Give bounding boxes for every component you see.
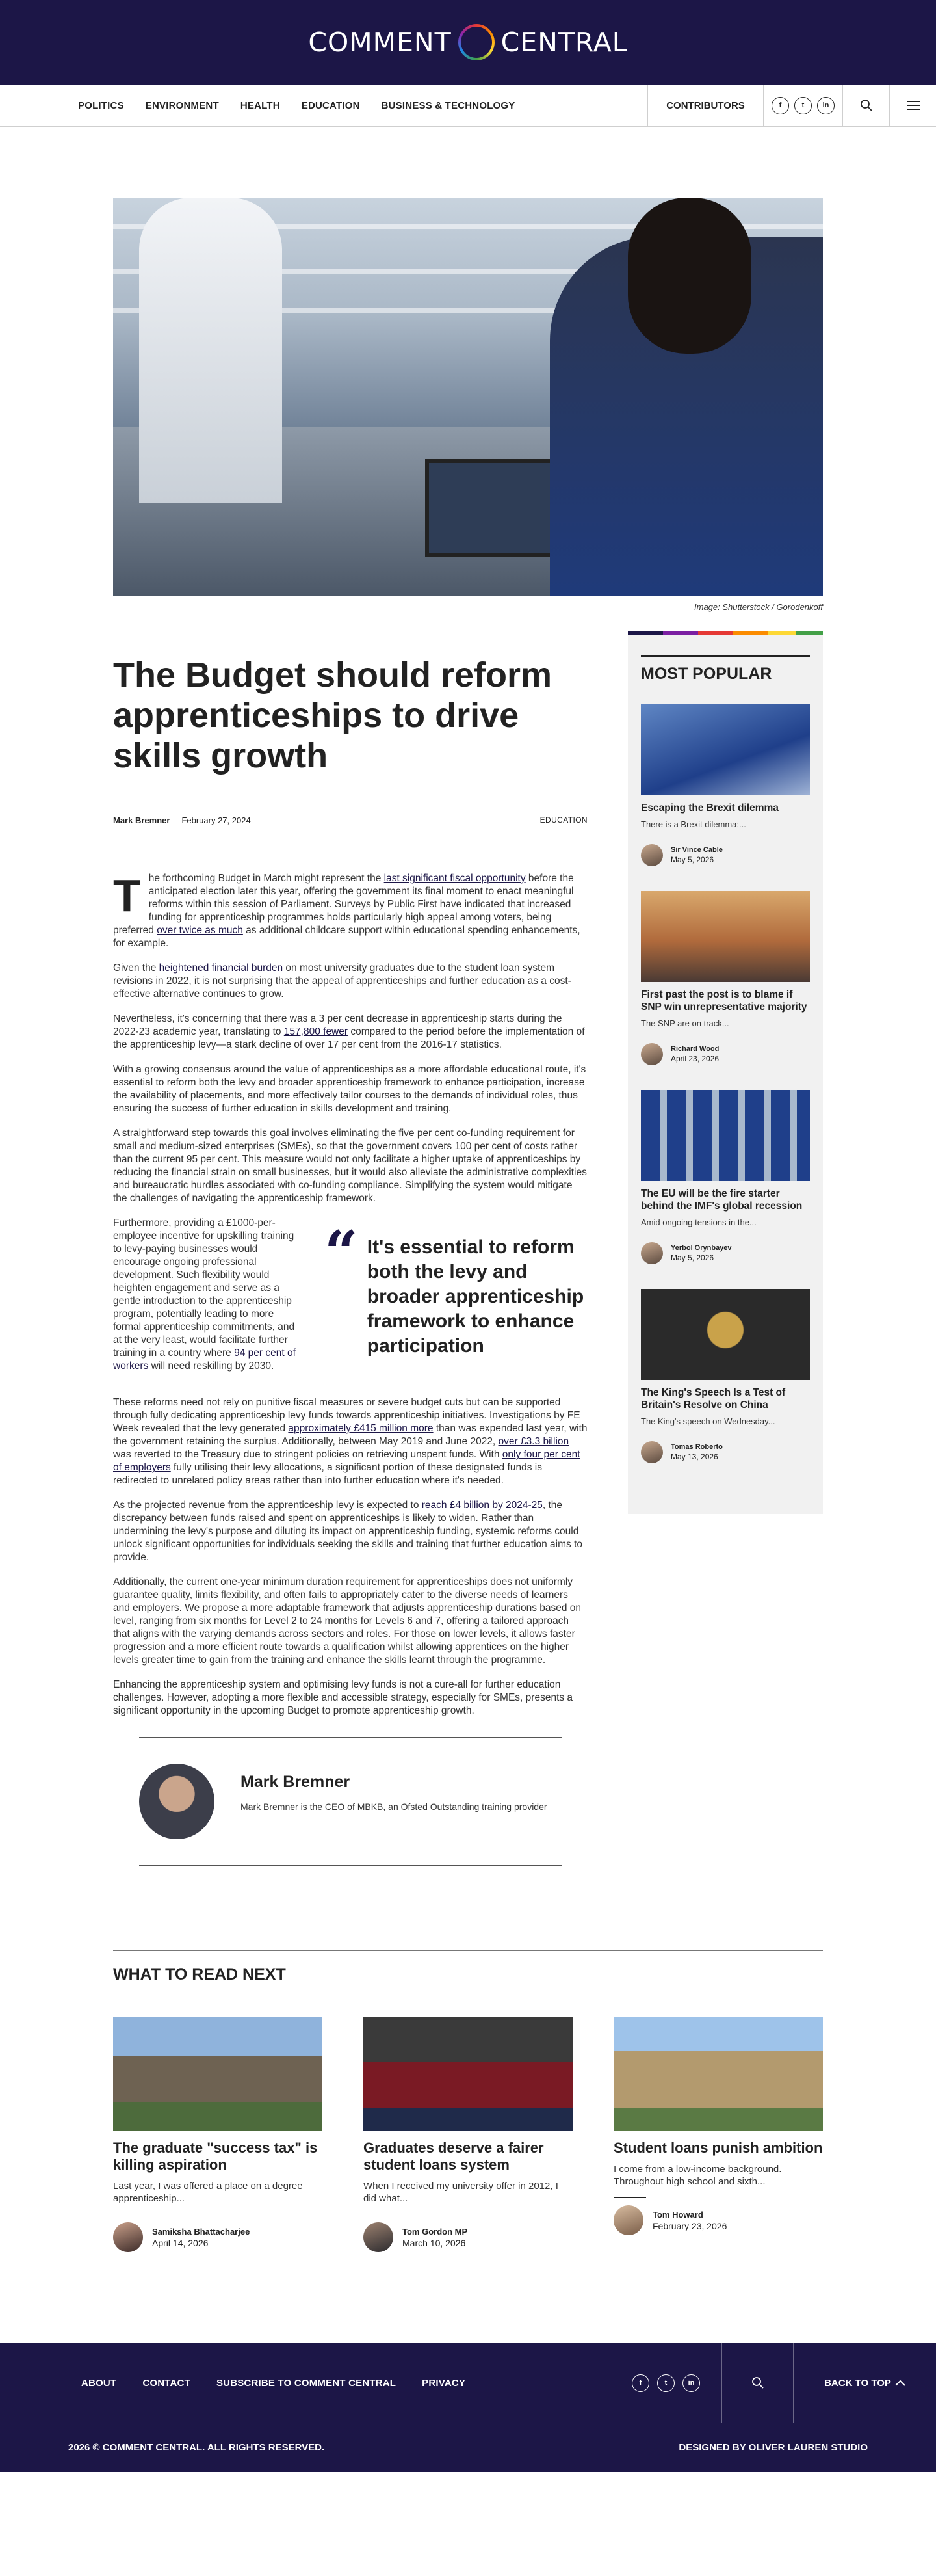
paragraph — [113, 1217, 298, 1373]
author-bio: Mark Bremner is the CEO of MBKB, an Ofsted Outstanding training provider — [240, 1801, 547, 1812]
footer-links — [0, 2343, 610, 2423]
inline-link[interactable]: last significant fiscal opportunity — [384, 873, 526, 884]
author-name[interactable]: Tom Howard — [653, 2209, 703, 2220]
post-date: February 23, 2026 — [653, 2220, 727, 2231]
logo-ring-icon — [458, 24, 495, 60]
popular-item-excerpt: There is a Brexit dilemma:... — [641, 819, 746, 829]
paragraph — [113, 872, 588, 950]
avatar — [641, 844, 663, 866]
popular-item-excerpt: Amid ongoing tensions in the... — [641, 1217, 757, 1227]
read-next-card[interactable] — [113, 2017, 322, 2252]
site-footer — [0, 2343, 936, 2472]
article-title: The Budget should reform apprenticeships to drive skills growth — [113, 656, 552, 775]
what-to-read-next — [113, 1950, 823, 2252]
paragraph-with-pullquote — [113, 1217, 588, 1385]
article-date: February 27, 2024 — [181, 815, 251, 825]
inline-link[interactable]: over £3.3 billion — [498, 1436, 569, 1447]
inline-link[interactable]: over twice as much — [157, 925, 243, 936]
pull-quote — [324, 1217, 588, 1385]
sidebar-inner — [628, 635, 823, 1514]
back-to-top-button[interactable] — [793, 2343, 936, 2423]
author-name[interactable]: Yerbol Orynbayev — [671, 1244, 732, 1252]
card-image[interactable] — [363, 2017, 573, 2131]
footer-link-contact[interactable]: CONTACT — [142, 2377, 190, 2389]
inline-link[interactable]: only four per cent of employers — [113, 1449, 580, 1473]
inline-link[interactable]: heightened financial burden — [159, 963, 283, 974]
linkedin-icon[interactable]: in — [682, 2374, 700, 2392]
menu-icon[interactable] — [889, 85, 936, 126]
most-popular-sidebar — [628, 631, 823, 1866]
read-next-card[interactable] — [363, 2017, 573, 2252]
twitter-icon[interactable]: t — [657, 2374, 675, 2392]
nav-item-health[interactable]: HEALTH — [240, 100, 280, 111]
card-author — [363, 2222, 573, 2252]
card-author — [113, 2222, 322, 2252]
footer-social — [610, 2343, 722, 2423]
author-name[interactable]: Mark Bremner — [240, 1773, 350, 1791]
card-title[interactable]: Student loans punish ambition — [614, 2140, 823, 2156]
nav-item-contributors[interactable]: CONTRIBUTORS — [647, 85, 763, 126]
worker-hair — [628, 198, 751, 354]
text: Furthermore, providing a £1000-per-employee incentive for upskilling training to levy-paying businesses would encourage ongoing professional development. Such flexibility would heighten engagement and serve as a gentle introduction to the apprenticeship program, potentially leading to more formal apprenticeship commitments, and at the very least, would facilitate further training in a country where — [113, 1217, 295, 1359]
pull-quote-text: It's essential to reform both the levy and broader apprenticeship framework to enhance participation — [367, 1236, 584, 1357]
popular-item-title[interactable]: The EU will be the fire starter behind the IMF's global recession — [641, 1188, 803, 1212]
post-date: April 14, 2026 — [152, 2237, 209, 2248]
footer-link-subscribe[interactable]: SUBSCRIBE TO COMMENT CENTRAL — [216, 2377, 396, 2389]
hero-caption: Image: Shutterstock / Gorodenkoff — [694, 602, 823, 612]
author-info — [240, 1764, 547, 1839]
twitter-icon[interactable]: t — [794, 97, 812, 114]
popular-item-image[interactable] — [641, 1090, 810, 1181]
popular-item-excerpt: The King's speech on Wednesday... — [641, 1416, 775, 1426]
nav-links — [0, 85, 647, 126]
search-icon[interactable] — [842, 85, 889, 126]
facebook-icon[interactable]: f — [632, 2374, 649, 2392]
paragraph — [113, 1013, 588, 1052]
article-meta — [113, 797, 588, 843]
content — [113, 631, 823, 1866]
popular-item-title[interactable]: The King's Speech Is a Test of Britain's Resolve on China — [641, 1387, 786, 1411]
author-name[interactable]: Richard Wood — [671, 1045, 720, 1053]
popular-item-title[interactable]: Escaping the Brexit dilemma — [641, 803, 779, 814]
paragraph: Additionally, the current one-year minimum duration requirement for apprenticeships does not uniformly guarantee quality, limits flexibility, and often fails to appropriately cater to the diverse needs of learners and employers. We propose a more adaptable framework that adjusts apprenticeship durations based on level, ranging from six months for Level 2 to 24 months for Levels 6 and 7, offering a tailored approach that aligns with the varying demands across sectors and roles. For those on lower levels, it allows faster progression and a more efficient route towards a qualification whilst allowing apprentices on the higher levels greater time to gain from the training and enhance the skills learnt through the programme. — [113, 1576, 582, 1666]
popular-item[interactable] — [641, 891, 810, 1065]
inline-link[interactable]: 94 per cent of workers — [113, 1348, 296, 1372]
paragraph — [113, 1499, 588, 1564]
article-body — [113, 872, 588, 1718]
author-photo — [139, 1764, 214, 1839]
card-title[interactable]: The graduate "success tax" is killing aspiration — [113, 2140, 318, 2173]
author-box — [139, 1737, 562, 1866]
popular-item-author — [641, 1441, 810, 1463]
site-logo[interactable] — [308, 24, 627, 60]
text: fully utilising their levy allocations, a significant portion of these designated funds is redirected to unrelated policy areas rather than into further education where it's needed. — [113, 1462, 542, 1486]
popular-item[interactable] — [641, 1090, 810, 1264]
hero-image — [113, 198, 823, 596]
main-nav — [0, 85, 936, 127]
text: he forthcoming Budget in March might represent the — [148, 873, 384, 884]
article — [113, 631, 588, 1866]
text: than was expended last year, with the government retaining the surplus. Additionally, between May 2019 and June 2022, — [113, 1423, 588, 1447]
author-name[interactable]: Samiksha Bhattacharjee — [152, 2226, 250, 2237]
card-image[interactable] — [113, 2017, 322, 2131]
worker-left — [139, 198, 282, 503]
author-name[interactable]: Tom Gordon MP — [402, 2226, 468, 2237]
paragraph: With a growing consensus around the value of apprenticeships as a more affordable educational route, it's essential to reform both the levy and broader apprenticeship framework to enhance participation, increase the availability of placements, and more effectively tailor courses to the demands of individual roles, thus ensuring the success of further education in skills development and training. — [113, 1064, 586, 1114]
post-date: March 10, 2026 — [402, 2237, 466, 2248]
avatar — [641, 1242, 663, 1264]
text: on most university graduates due to the student loan system revisions in 2022, it is not surprising that the appeal of apprenticeships and further education as a cost-effective alternative continues to grow. — [113, 963, 571, 1000]
inline-link[interactable]: reach £4 billion by 2024-25 — [421, 1500, 543, 1511]
text: , the discrepancy between funds raised and spent on apprenticeships is likely to widen. Rather than undermining the levy's purpose and diluting its impact on apprenticeship funding, systemic reforms could unlock significant opportunities for individuals seeking the skills and training that further education aims to provide. — [113, 1500, 583, 1563]
footer-link-about[interactable]: ABOUT — [81, 2377, 117, 2389]
logo-text-left: COMMENT — [308, 27, 452, 58]
read-next-card[interactable] — [614, 2017, 823, 2252]
post-date: April 23, 2026 — [671, 1054, 720, 1063]
section-title: WHAT TO READ NEXT — [113, 1965, 286, 1984]
drop-cap: T — [113, 870, 141, 921]
popular-item-image[interactable] — [641, 891, 810, 982]
facebook-icon[interactable]: f — [772, 97, 789, 114]
text: as additional childcare support within educational spending enhancements, for example. — [113, 925, 580, 949]
text: Nevertheless, it's concerning that there was a 3 per cent decrease in apprenticeship starts during the 2022-23 academic year, translating to — [113, 1013, 562, 1037]
card-excerpt: When I received my university offer in 2012, I did what... — [363, 2181, 558, 2204]
text: was reverted to the Treasury due to stringent policies on retrieving unspent funds. With — [113, 1449, 502, 1460]
paragraph — [113, 962, 588, 1001]
avatar — [641, 1043, 663, 1065]
search-icon[interactable] — [722, 2343, 793, 2423]
footer-nav — [0, 2343, 936, 2423]
text: before the anticipated election later this year, offering the government its final moment to enact meaningful reforms within this session of Parliament. Surveys by Public First have indicated that increased funding for apprenticeship programmes holds particularly high appeal among voters, being preferred — [113, 873, 574, 936]
nav-item-education[interactable]: EDUCATION — [301, 100, 360, 111]
linkedin-icon[interactable]: in — [817, 97, 835, 114]
chevron-up-icon — [895, 2380, 905, 2386]
card-excerpt: Last year, I was offered a place on a degree apprenticeship... — [113, 2181, 303, 2204]
logo-text-right: CENTRAL — [500, 27, 628, 58]
paragraph — [113, 1396, 588, 1487]
nav-item-business-technology[interactable]: BUSINESS & TECHNOLOGY — [381, 100, 515, 111]
avatar — [363, 2222, 393, 2252]
popular-item-excerpt: The SNP are on track... — [641, 1018, 729, 1028]
popular-item-author — [641, 1043, 810, 1065]
text: These reforms need not rely on punitive fiscal measures or severe budget cuts but can be supported through fully dedicating apprenticeship levy funds towards apprenticeship initiatives. Investigations by FE Week revealed that the levy generated — [113, 1397, 580, 1434]
popular-item-author — [641, 844, 810, 866]
author-name[interactable]: Tomas Roberto — [671, 1443, 723, 1451]
copyright: 2026 © COMMENT CENTRAL. ALL RIGHTS RESERVED. — [68, 2442, 325, 2453]
card-excerpt: I come from a low-income background. Throughout high school and sixth... — [614, 2164, 782, 2187]
text: compared to the period before the implementation of the apprenticeship levy—a stark decline of over 17 per cent from the 2016-17 statistics. — [113, 1026, 585, 1050]
read-next-grid — [113, 2017, 823, 2252]
author-name[interactable]: Sir Vince Cable — [671, 846, 723, 854]
avatar — [113, 2222, 143, 2252]
brand-bar — [0, 0, 936, 85]
post-date: May 13, 2026 — [671, 1452, 718, 1461]
sidebar-title: MOST POPULAR — [641, 655, 810, 684]
site-header — [0, 0, 936, 127]
popular-item[interactable] — [641, 1289, 810, 1463]
card-author — [614, 2205, 823, 2235]
avatar — [641, 1441, 663, 1463]
card-title[interactable]: Graduates deserve a fairer student loans system — [363, 2140, 544, 2173]
paragraph: Enhancing the apprenticeship system and optimising levy funds is not a cure-all for further education challenges. However, adopting a more flexible and accessible strategy, especially for SMEs, presents a significant opportunity in the upcoming Budget to promote apprenticeship growth. — [113, 1679, 573, 1716]
paragraph: A straightforward step towards this goal involves eliminating the five per cent co-funding requirement for small and medium-sized enterprises (SMEs), so that the government covers 100 per cent of costs rather than the current 95 per cent. This measure would not only facilitate a higher uptake of apprenticeships by reducing the financial strain on small businesses, but it would also alleviate the administrative complexities and bureaucratic hurdles associated with co-funding compliance. Simplifying the system would mitigate the challenges of navigating the apprenticeship framework. — [113, 1128, 587, 1204]
text: As the projected revenue from the apprenticeship levy is expected to — [113, 1500, 422, 1511]
quote-mark-icon: “ — [324, 1218, 358, 1287]
designer-credit[interactable]: DESIGNED BY OLIVER LAUREN STUDIO — [679, 2442, 868, 2453]
card-image[interactable] — [614, 2017, 823, 2131]
text: Given the — [113, 963, 159, 974]
popular-item-author — [641, 1242, 810, 1264]
article-category[interactable]: EDUCATION — [540, 816, 588, 825]
popular-item-image[interactable] — [641, 704, 810, 795]
nav-item-politics[interactable]: POLITICS — [78, 100, 124, 111]
post-date: May 5, 2026 — [671, 855, 714, 864]
text: will need reskilling by 2030. — [148, 1361, 274, 1372]
popular-item[interactable] — [641, 704, 810, 866]
back-to-top-label: BACK TO TOP — [824, 2377, 891, 2389]
popular-item-image[interactable] — [641, 1289, 810, 1380]
nav-item-environment[interactable]: ENVIRONMENT — [145, 100, 219, 111]
avatar — [614, 2205, 644, 2235]
popular-item-title[interactable]: First past the post is to blame if SNP win unrepresentative majority — [641, 989, 807, 1013]
divider — [614, 2197, 646, 2198]
post-date: May 5, 2026 — [671, 1253, 714, 1262]
inline-link[interactable]: 157,800 fewer — [283, 1026, 348, 1037]
article-author[interactable]: Mark Bremner — [113, 815, 170, 825]
inline-link[interactable]: approximately £415 million more — [288, 1423, 434, 1434]
footer-link-privacy[interactable]: PRIVACY — [422, 2377, 466, 2389]
social-links — [763, 85, 842, 126]
footer-bottom — [0, 2423, 936, 2472]
nav-right — [647, 85, 936, 126]
